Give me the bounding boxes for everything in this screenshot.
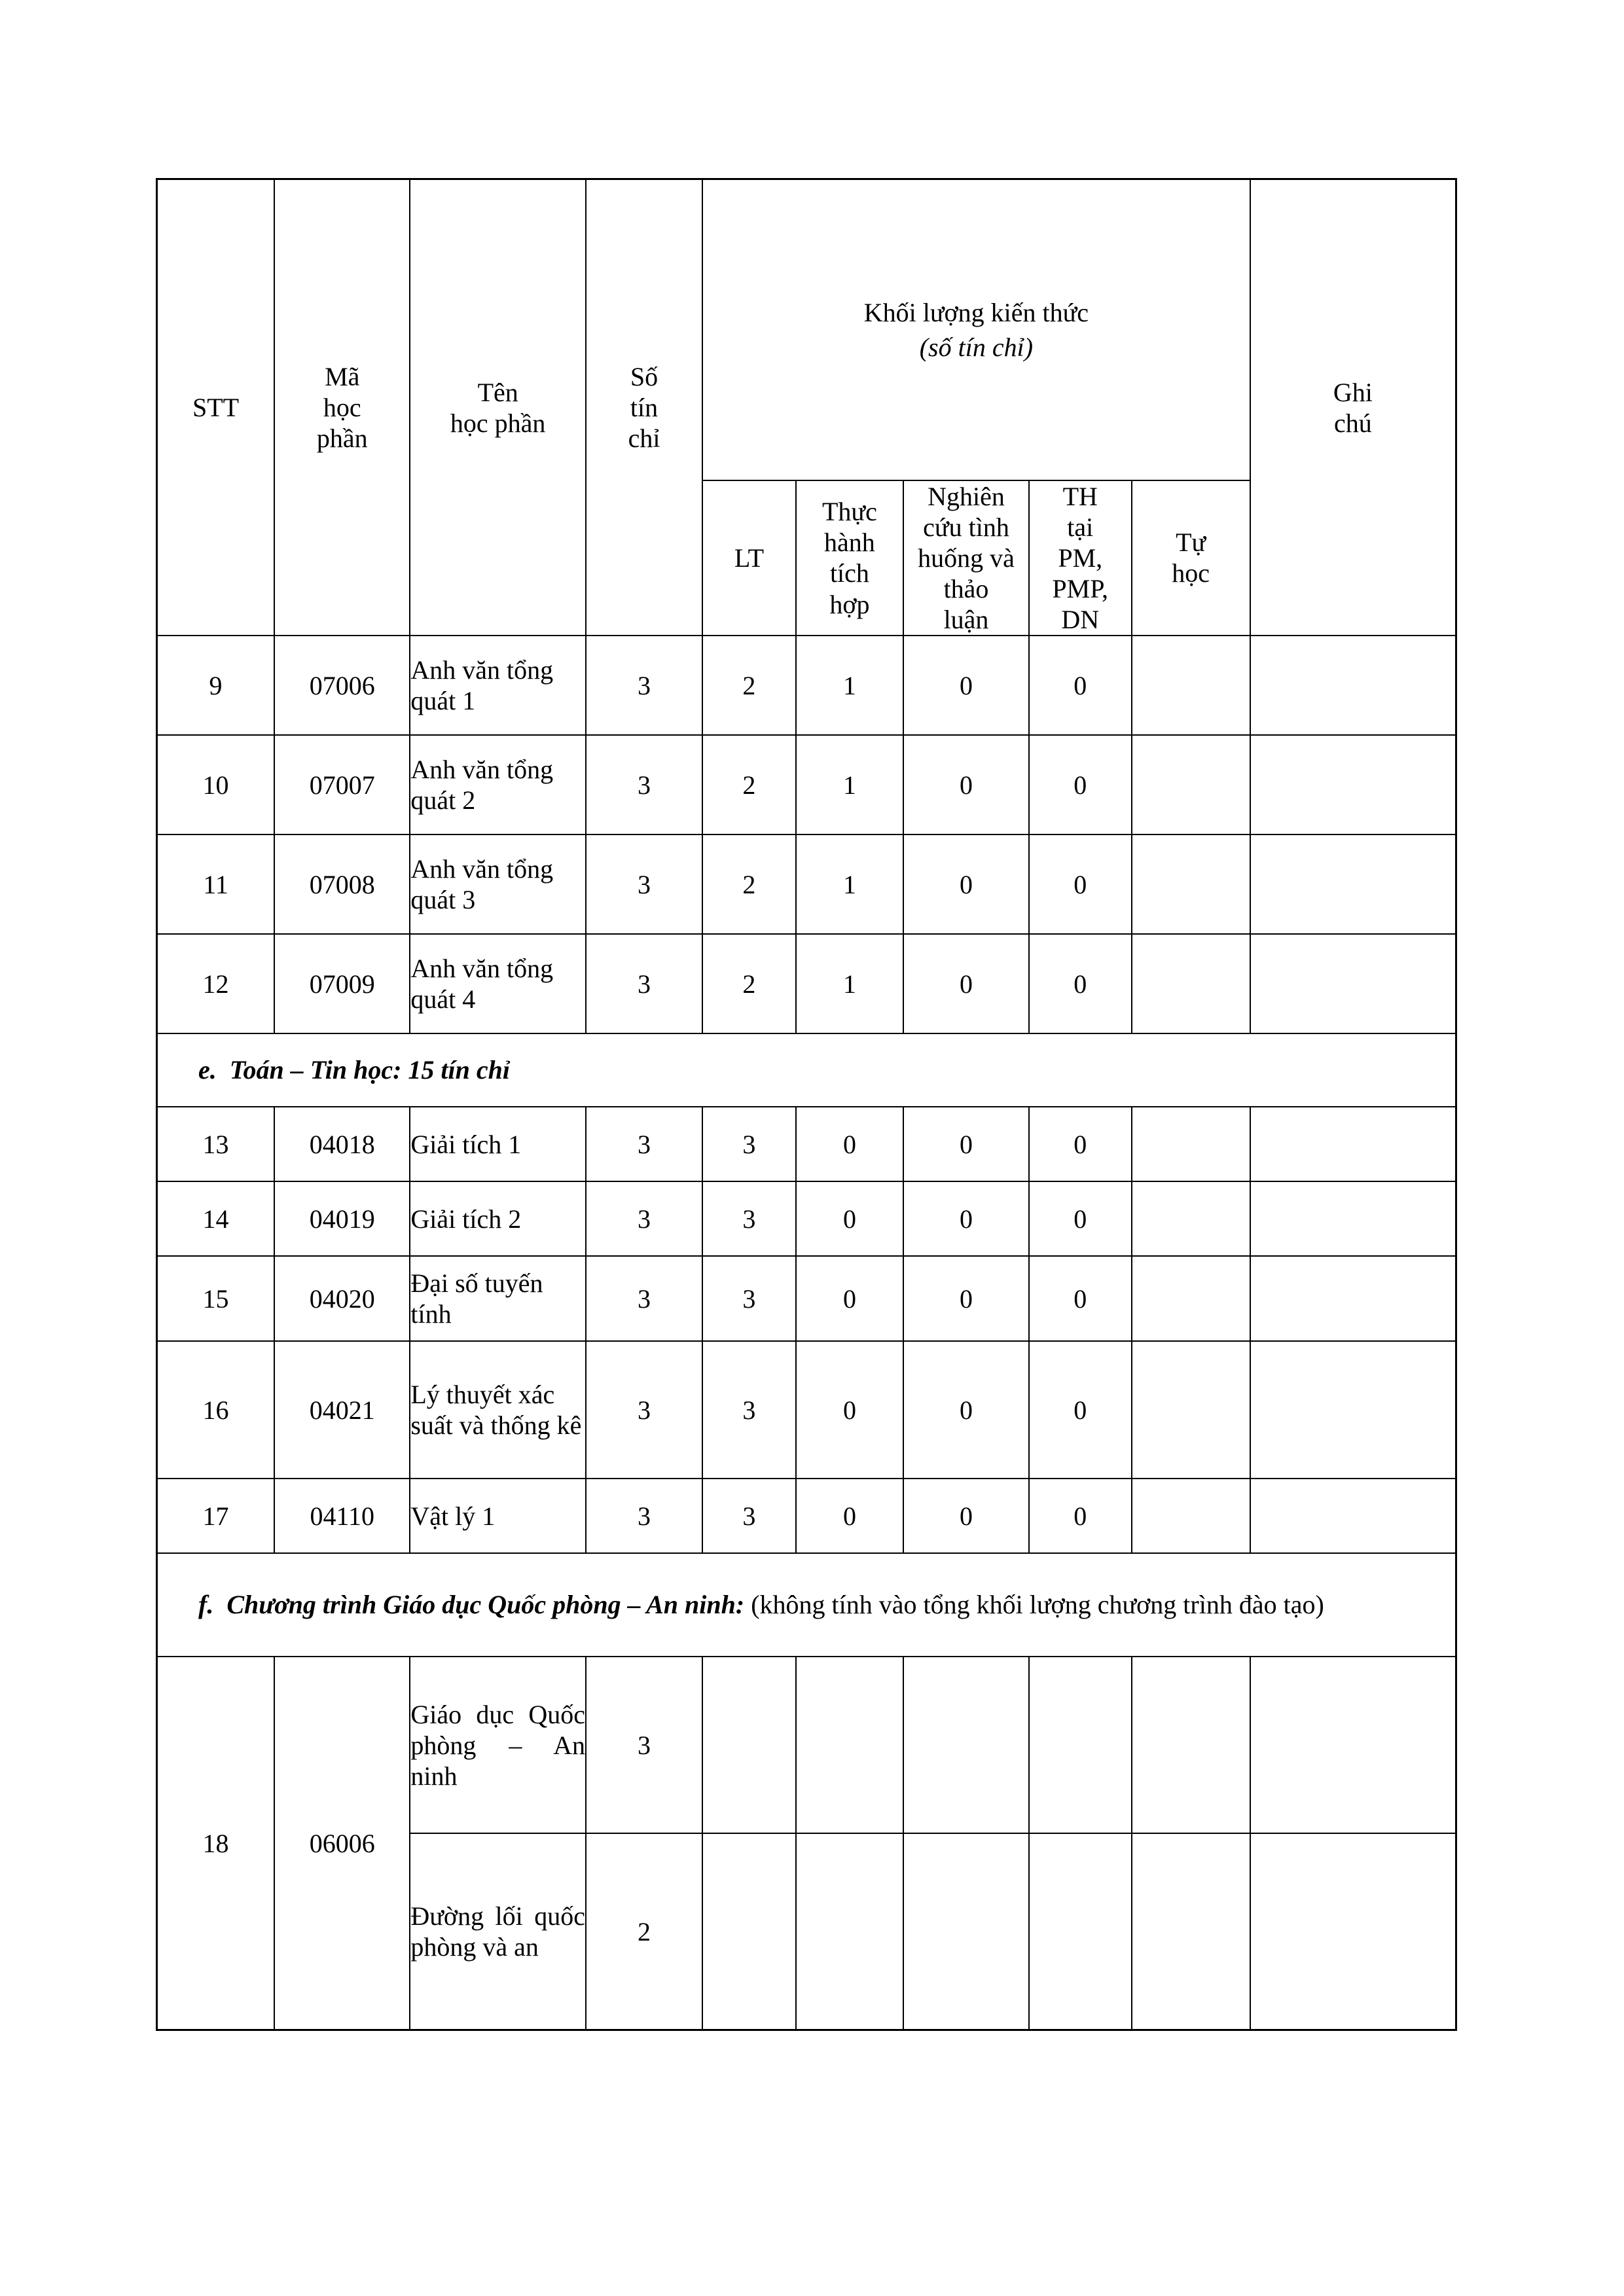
header-thpm-line-4: PMP, [1052,574,1109,604]
cell-tuhoc [1132,1657,1250,1833]
cell-ma: 04018 [274,1107,410,1181]
header-thpm-line-3: PM, [1058,543,1103,573]
cell-ncth: 0 [903,834,1029,934]
cell-lt: 3 [702,1256,796,1341]
header-th-tai-pm [1029,480,1132,636]
table-header [157,179,1456,636]
cell-thpm: 0 [1029,1181,1132,1256]
cell-lt: 3 [702,1341,796,1479]
header-nc-line-2: cứu tình [923,512,1009,542]
cell-so-tc: 3 [586,1479,702,1553]
header-th-line-2: hành [824,528,875,558]
table-row [157,735,1456,834]
header-thuc-hanh-tich-hop [796,480,903,636]
cell-so-tc: 3 [586,934,702,1033]
cell-so-tc: 3 [586,834,702,934]
header-ma-hoc-phan [274,179,410,636]
header-thpm-line-5: DN [1061,605,1100,635]
cell-tuhoc [1132,1341,1250,1479]
cell-ghichu [1250,1479,1456,1553]
cell-ma: 04019 [274,1181,410,1256]
cell-ten: Anh văn tổng quát 2 [410,735,586,834]
cell-th: 1 [796,834,903,934]
cell-lt [702,1657,796,1833]
cell-ten: Anh văn tổng quát 1 [410,636,586,735]
cell-lt: 2 [702,735,796,834]
cell-ten: Vật lý 1 [410,1479,586,1553]
header-nc-line-1: Nghiên [928,481,1005,511]
cell-thpm: 0 [1029,735,1132,834]
header-tuhoc-line-2: học [1172,558,1210,588]
cell-ncth: 0 [903,1256,1029,1341]
header-so-tin-chi [586,179,702,636]
cell-lt: 2 [702,636,796,735]
cell-ten: Anh văn tổng quát 3 [410,834,586,934]
header-ten-line-1: Tên [477,377,518,407]
header-ten-hoc-phan [410,179,586,636]
header-stt: STT [157,179,275,636]
table-row [157,934,1456,1033]
cell-thpm: 0 [1029,1341,1132,1479]
cell-tuhoc [1132,1107,1250,1181]
table-body [157,636,1456,2030]
cell-ten: Lý thuyết xác suất và thống kê [410,1341,586,1479]
cell-lt: 3 [702,1479,796,1553]
header-thpm-line-1: TH [1062,481,1098,511]
cell-th: 0 [796,1256,903,1341]
cell-so-tc: 3 [586,1657,702,1833]
table-row [157,1479,1456,1553]
cell-stt: 10 [157,735,275,834]
cell-ghichu [1250,1107,1456,1181]
table-row [157,1341,1456,1479]
cell-tuhoc [1132,1479,1250,1553]
cell-stt: 14 [157,1181,275,1256]
cell-so-tc: 3 [586,735,702,834]
header-thpm-line-2: tại [1067,512,1094,542]
header-th-line-3: tích [829,558,869,588]
cell-stt: 15 [157,1256,275,1341]
cell-lt: 2 [702,834,796,934]
section-letter-f: f. [198,1590,214,1620]
cell-ghichu [1250,1341,1456,1479]
cell-th: 1 [796,636,903,735]
section-heading-cell-e [157,1033,1456,1107]
cell-ten: Giải tích 1 [410,1107,586,1181]
cell-lt: 3 [702,1181,796,1256]
section-heading-cell-f [157,1553,1456,1657]
cell-ncth: 0 [903,735,1029,834]
cell-thpm: 0 [1029,934,1132,1033]
cell-stt: 9 [157,636,275,735]
section-heading-text-e [158,1052,1455,1088]
cell-so-tc: 3 [586,1181,702,1256]
cell-ten: Đại số tuyến tính [410,1256,586,1341]
cell-ghichu [1250,834,1456,934]
cell-ghichu [1250,735,1456,834]
cell-tuhoc [1132,636,1250,735]
cell-tuhoc [1132,735,1250,834]
cell-thpm: 0 [1029,636,1132,735]
cell-so-tc: 2 [586,1833,702,2030]
header-sotc-line-3: chỉ [628,423,660,454]
cell-thpm: 0 [1029,1107,1132,1181]
cell-ma: 07008 [274,834,410,934]
cell-ncth: 0 [903,934,1029,1033]
section-heading-row-f [157,1553,1456,1657]
cell-ma: 07006 [274,636,410,735]
cell-th: 1 [796,934,903,1033]
cell-lt [702,1833,796,2030]
cell-so-tc: 3 [586,1341,702,1479]
header-ma-line-2: học [323,393,361,423]
cell-ncth: 0 [903,1107,1029,1181]
cell-ten: Anh văn tổng quát 4 [410,934,586,1033]
cell-th [796,1657,903,1833]
cell-lt: 3 [702,1107,796,1181]
cell-stt: 11 [157,834,275,934]
header-nc-line-5: luận [943,605,989,635]
cell-thpm [1029,1657,1132,1833]
header-tuhoc-line-1: Tự [1176,528,1206,558]
cell-so-tc: 3 [586,1107,702,1181]
header-ghi-chu [1250,179,1456,636]
cell-tuhoc [1132,1256,1250,1341]
cell-lt: 2 [702,934,796,1033]
cell-tuhoc [1132,834,1250,934]
cell-ten: Đường lối quốc phòng và an [410,1833,586,2030]
cell-ncth: 0 [903,1341,1029,1479]
cell-ghichu [1250,1833,1456,2030]
cell-th: 0 [796,1341,903,1479]
header-ma-line-3: phần [316,423,368,454]
cell-ncth: 0 [903,636,1029,735]
section-letter-e: e. [198,1055,217,1085]
cell-so-tc: 3 [586,636,702,735]
header-nghien-cuu-tinh-huong [903,480,1029,636]
header-th-line-4: hợp [829,589,870,619]
cell-tuhoc [1132,1833,1250,2030]
table-row [157,1657,1456,1833]
cell-thpm: 0 [1029,1479,1132,1553]
header-ten-line-2: học phần [450,408,546,438]
header-khoi-luong-kien-thuc-group [702,179,1250,480]
table-header-row [157,179,1456,480]
cell-stt: 16 [157,1341,275,1479]
cell-ncth: 0 [903,1181,1029,1256]
cell-ten: Giải tích 2 [410,1181,586,1256]
cell-ma: 04110 [274,1479,410,1553]
cell-ma: 07009 [274,934,410,1033]
section-heading-row-e [157,1033,1456,1107]
header-sotc-line-1: Số [630,361,659,391]
cell-ghichu [1250,1181,1456,1256]
cell-ma: 04021 [274,1341,410,1479]
cell-ghichu [1250,934,1456,1033]
cell-th: 0 [796,1181,903,1256]
cell-ncth [903,1657,1029,1833]
cell-tuhoc [1132,1181,1250,1256]
header-ghichu-line-2: chú [1333,408,1372,438]
cell-ghichu [1250,636,1456,735]
header-group-subtitle: (số tín chỉ) [919,332,1034,362]
cell-stt: 17 [157,1479,275,1553]
header-th-line-1: Thực [822,497,877,527]
cell-th: 1 [796,735,903,834]
table-row [157,1181,1456,1256]
table-row [157,636,1456,735]
cell-ncth [903,1833,1029,2030]
header-nc-line-4: thảo [943,574,989,604]
section-bold-text-e: Toán – Tin học: 15 tín chỉ [229,1055,510,1085]
cell-th [796,1833,903,2030]
curriculum-table [156,178,1457,2031]
header-group-title: Khối lượng kiến thức [863,297,1089,327]
table-row [157,1107,1456,1181]
header-ma-line-1: Mã [325,361,360,391]
header-sotc-line-2: tín [630,393,659,423]
cell-thpm [1029,1833,1132,2030]
cell-ncth: 0 [903,1479,1029,1553]
cell-tuhoc [1132,934,1250,1033]
cell-th: 0 [796,1107,903,1181]
table-row [157,834,1456,934]
header-tu-hoc [1132,480,1250,636]
cell-ma: 04020 [274,1256,410,1341]
cell-stt: 18 [157,1657,275,2030]
cell-ghichu [1250,1657,1456,1833]
section-bold-text-f: Chương trình Giáo dục Quốc phòng – An ninh: [226,1590,745,1620]
header-lt: LT [702,480,796,636]
cell-stt: 13 [157,1107,275,1181]
section-heading-text-f [158,1587,1455,1623]
cell-thpm: 0 [1029,1256,1132,1341]
cell-ten: Giáo dục Quốc phòng – An ninh [410,1657,586,1833]
cell-ma: 06006 [274,1657,410,2030]
cell-ma: 07007 [274,735,410,834]
cell-th: 0 [796,1479,903,1553]
header-ghichu-line-1: Ghi [1333,377,1373,407]
header-nc-line-3: huống và [918,543,1015,573]
cell-ghichu [1250,1256,1456,1341]
table-row [157,1256,1456,1341]
cell-thpm: 0 [1029,834,1132,934]
cell-stt: 12 [157,934,275,1033]
cell-so-tc: 3 [586,1256,702,1341]
section-plain-text-f: (không tính vào tổng khối lượng chương trình đào tạo) [744,1590,1324,1620]
